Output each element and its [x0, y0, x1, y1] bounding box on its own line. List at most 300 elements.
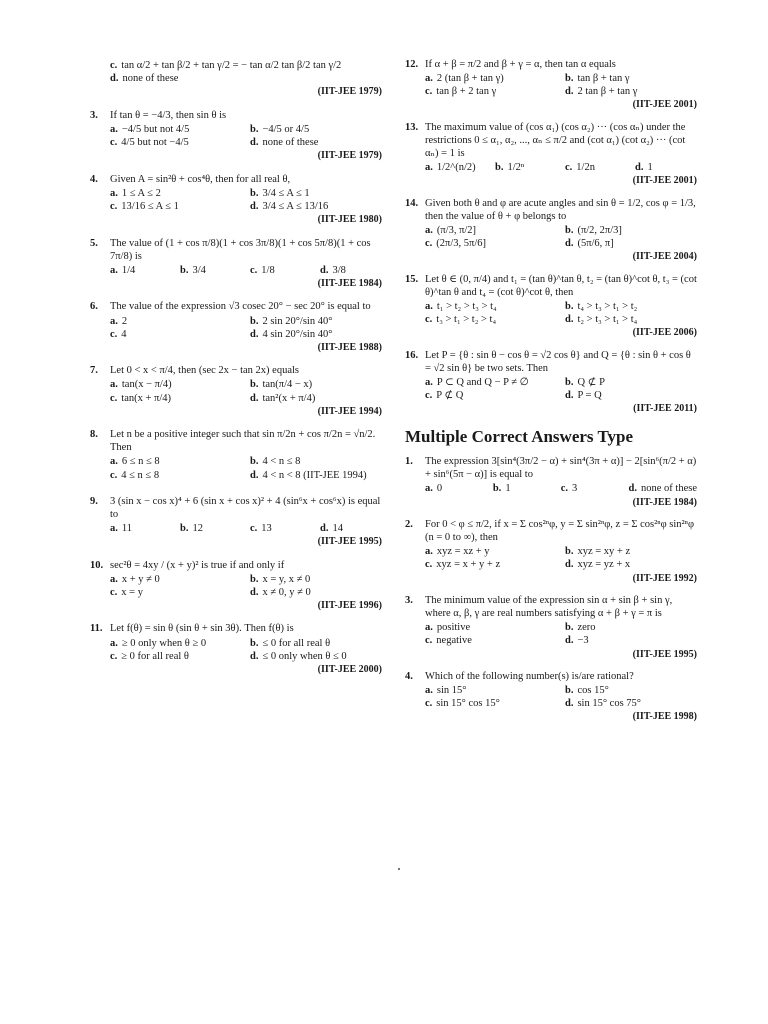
answer-options	[110, 455, 382, 481]
option-text: 0	[436, 483, 443, 495]
option-letter: d.	[250, 586, 259, 598]
answer-option	[110, 315, 242, 328]
option-letter: a.	[110, 637, 118, 649]
option-text: tan(π/4 − x)	[262, 379, 313, 391]
option-text: 3/8	[332, 264, 346, 276]
answer-option	[110, 123, 242, 136]
question-stem: The value of (1 + cos π/8)(1 + cos 3π/8)(1 + cos 5π/8)(1 + cos 7π/8) is	[110, 237, 371, 262]
answer-option	[425, 376, 557, 389]
question-stem: If tan θ = −4/3, then sin θ is	[110, 109, 227, 121]
question-c1979	[90, 59, 382, 99]
exam-source: (IIT-JEE 1992)	[632, 572, 697, 584]
option-text: tan β + 2 tan γ	[436, 86, 497, 98]
answer-option	[425, 237, 557, 250]
option-letter: c.	[425, 86, 433, 98]
question-stem: Given A = sin²θ + cos⁴θ, then for all real θ,	[110, 173, 291, 185]
option-letter: b.	[180, 264, 189, 276]
question-stem: Let f(θ) = sin θ (sin θ + sin 3θ). Then f(θ) is	[110, 623, 294, 635]
option-text: none of these	[641, 483, 697, 495]
option-letter: b.	[250, 123, 259, 135]
answer-options	[110, 378, 382, 404]
question-stem: The expression 3[sin⁴(3π/2 − α) + sin⁴(3π + α)] − 2[sin⁶(π/2 + α) + sin⁶(5π − α)] is equal to	[425, 456, 697, 481]
exam-source: (IIT-JEE 1984)	[632, 496, 697, 508]
answer-option	[561, 482, 621, 495]
answer-option	[110, 392, 242, 405]
answer-option	[425, 621, 557, 634]
option-letter: a.	[425, 225, 433, 237]
option-letter: d.	[565, 390, 574, 402]
option-text: sin 15° cos 15°	[436, 698, 500, 710]
answer-option	[565, 621, 697, 634]
answer-option	[425, 545, 557, 558]
answer-option	[565, 389, 697, 402]
answer-option	[425, 684, 557, 697]
question-stem: Let 0 < x < π/4, then (sec 2x − tan 2x) equals	[110, 365, 299, 377]
answer-option	[250, 200, 382, 213]
option-text: ≥ 0 for all real θ	[121, 650, 189, 662]
option-letter: d.	[250, 328, 259, 340]
option-text: 2	[121, 315, 128, 327]
question-q5	[90, 237, 382, 291]
option-text: 2 tan β + tan γ	[577, 86, 638, 98]
option-text: (2π/3, 5π/6]	[436, 238, 486, 250]
answer-options	[110, 315, 382, 341]
question-stem: Let P = {θ : sin θ − cos θ = √2 cos θ} and Q = {θ : sin θ + cos θ = √2 sin θ} be two sets. Then	[425, 349, 691, 374]
option-text: t₁ > t₂ > t₃ > t₄	[436, 301, 497, 313]
question-q3	[90, 109, 382, 163]
option-letter: a.	[110, 264, 118, 276]
answer-option	[250, 522, 312, 535]
option-text: −4/5 or 4/5	[262, 123, 310, 135]
option-letter: a.	[110, 315, 118, 327]
option-text: xyz = xz + y	[436, 546, 490, 558]
answer-option	[250, 392, 382, 405]
option-text: ≤ 0 only when θ ≤ 0	[262, 650, 347, 662]
answer-option	[425, 697, 557, 710]
option-letter: b.	[565, 225, 574, 237]
question-stem: Let θ ∈ (0, π/4) and t₁ = (tan θ)^tan θ, t₂ = (tan θ)^cot θ, t₃ = (cot θ)^tan θ and t₄ = (cot θ)^cot θ, then	[425, 273, 697, 298]
question-stem: If α + β = π/2 and β + γ = α, then tan α equals	[425, 59, 616, 70]
answer-option	[250, 469, 382, 482]
option-letter: b.	[250, 573, 259, 585]
option-letter: c.	[250, 264, 258, 276]
section-title: Multiple Correct Answers Type	[405, 426, 634, 446]
option-letter: a.	[110, 456, 118, 468]
answer-option	[425, 634, 557, 647]
option-text: tan α/2 + tan β/2 + tan γ/2 = − tan α/2 tan β/2 tan γ/2	[121, 60, 342, 71]
option-letter: a.	[425, 546, 433, 558]
option-letter: d.	[565, 559, 574, 571]
question-number: 7.	[90, 365, 98, 377]
option-text: −4/5 but not 4/5	[121, 123, 190, 135]
question-number: 4.	[405, 671, 413, 682]
option-letter: a.	[425, 377, 433, 389]
question-q16	[405, 349, 697, 416]
option-text: zero	[577, 622, 596, 634]
question-number: 12.	[405, 59, 419, 70]
answer-option	[250, 650, 382, 663]
answer-option	[425, 482, 485, 495]
option-letter: b.	[565, 622, 574, 634]
answer-option	[425, 313, 557, 326]
option-text: Q ⊄ P	[577, 377, 605, 389]
exam-source: (IIT-JEE 2011)	[633, 403, 697, 415]
answer-option	[250, 586, 382, 599]
answer-option	[320, 264, 382, 277]
option-text: 12	[192, 522, 203, 534]
option-text: 4	[121, 328, 127, 340]
option-letter: d.	[250, 137, 259, 148]
answer-options	[110, 573, 382, 599]
option-text: positive	[436, 622, 471, 634]
answer-option	[250, 455, 382, 468]
question-number: 9.	[90, 495, 98, 507]
option-letter: d.	[250, 200, 259, 212]
question-number: 4.	[90, 173, 98, 185]
exam-source: (IIT-JEE 1996)	[317, 599, 382, 611]
answer-option	[110, 522, 172, 535]
answer-option	[110, 586, 242, 599]
question-q14	[405, 197, 697, 264]
option-text: 1/8	[261, 264, 275, 276]
question-number: 1.	[405, 456, 413, 468]
answer-option	[110, 573, 242, 586]
option-letter: d.	[565, 86, 574, 98]
option-letter: d.	[110, 73, 119, 85]
answer-options	[425, 300, 697, 326]
option-letter: b.	[565, 73, 574, 85]
option-text: 1/2^(n/2)	[436, 162, 476, 174]
option-letter: b.	[565, 546, 574, 558]
answer-option	[250, 328, 382, 341]
option-letter: c.	[250, 522, 258, 534]
answer-options	[425, 482, 697, 495]
question-q10	[90, 559, 382, 613]
answer-options	[110, 264, 382, 277]
answer-option	[250, 573, 382, 586]
option-letter: c.	[110, 60, 118, 71]
answer-option	[110, 59, 382, 72]
question-q15	[405, 273, 697, 340]
answer-option	[110, 72, 382, 85]
question-q7	[90, 364, 382, 418]
option-letter: d.	[250, 392, 259, 404]
exam-source: (IIT-JEE 1995)	[317, 536, 382, 547]
answer-option	[565, 161, 627, 174]
question-m2	[405, 518, 697, 585]
answer-option	[565, 558, 697, 571]
answer-option	[425, 558, 557, 571]
question-q11	[90, 622, 382, 676]
answer-option	[565, 224, 697, 237]
answer-option	[565, 634, 697, 647]
exam-source: (IIT-JEE 2006)	[632, 327, 697, 339]
option-text: tan β + tan γ	[577, 73, 630, 85]
option-text: 4/5 but not −4/5	[121, 137, 189, 148]
option-text: 4 sin 20°/sin 40°	[262, 328, 333, 340]
answer-option	[635, 161, 697, 174]
option-letter: a.	[110, 573, 118, 585]
question-stem: 3 (sin x − cos x)⁴ + 6 (sin x + cos x)² + 4 (sin⁶x + cos⁶x) is equal to	[110, 495, 381, 520]
option-letter: d.	[250, 650, 259, 662]
answer-option	[493, 482, 553, 495]
left-column	[90, 58, 382, 686]
question-number: 16.	[405, 349, 419, 361]
option-text: xyz = yz + x	[577, 559, 631, 571]
answer-option	[565, 72, 697, 85]
option-letter: d.	[565, 314, 574, 326]
answer-option	[110, 200, 242, 213]
option-letter: a.	[425, 162, 433, 174]
question-number: 6.	[90, 301, 98, 313]
option-letter: d.	[250, 469, 259, 481]
question-number: 8.	[90, 429, 98, 441]
question-number: 13.	[405, 121, 419, 133]
option-text: negative	[436, 635, 472, 647]
option-text: sin 15° cos 75°	[577, 698, 641, 710]
question-q9	[90, 495, 382, 549]
answer-options	[425, 545, 697, 571]
answer-option	[110, 136, 242, 149]
exam-source: (IIT-JEE 1979)	[317, 86, 382, 98]
option-text: 4 ≤ n ≤ 8	[121, 469, 160, 481]
option-text: 1	[505, 483, 511, 495]
answer-options	[110, 59, 382, 85]
option-text: xyz = x + y + z	[436, 559, 501, 571]
answer-option	[110, 637, 242, 650]
answer-options	[110, 522, 382, 535]
answer-option	[425, 72, 557, 85]
question-m1	[405, 455, 697, 509]
answer-option	[565, 697, 697, 710]
answer-option	[250, 187, 382, 200]
answer-option	[110, 469, 242, 482]
option-text: 3/4	[192, 264, 206, 276]
option-text: cos 15°	[577, 685, 609, 697]
answer-option	[425, 85, 557, 98]
option-letter: b.	[180, 522, 189, 534]
answer-option	[565, 376, 697, 389]
exam-source: (IIT-JEE 1980)	[317, 214, 382, 225]
answer-option	[110, 328, 242, 341]
question-stem: sec²θ = 4xy / (x + y)² is true if and only if	[110, 559, 285, 571]
option-letter: b.	[495, 162, 504, 174]
option-letter: d.	[320, 522, 329, 534]
option-letter: d.	[565, 635, 574, 647]
exam-source: (IIT-JEE 1994)	[317, 405, 382, 417]
question-m3	[405, 594, 697, 661]
answer-options	[425, 224, 697, 250]
answer-option	[425, 224, 557, 237]
answer-option	[250, 123, 382, 136]
option-text: none of these	[122, 73, 179, 85]
answer-option	[250, 264, 312, 277]
question-m4	[405, 670, 697, 724]
option-text: xyz = xy + z	[577, 546, 631, 558]
option-text: tan(x − π/4)	[121, 379, 172, 391]
option-text: 1/2n	[576, 162, 595, 174]
exam-source: (IIT-JEE 1984)	[317, 277, 382, 289]
question-number: 3.	[90, 109, 98, 121]
option-letter: c.	[110, 469, 118, 481]
option-letter: d.	[320, 264, 329, 276]
answer-option	[565, 684, 697, 697]
option-letter: c.	[110, 650, 118, 662]
option-text: 13/16 ≤ A ≤ 1	[121, 200, 179, 212]
option-text: P ⊄ Q	[436, 390, 464, 402]
exam-source: (IIT-JEE 1979)	[317, 150, 382, 162]
option-text: 6 ≤ n ≤ 8	[121, 456, 160, 468]
answer-option	[250, 378, 382, 391]
answer-options	[425, 621, 697, 647]
option-text: x ≠ 0, y ≠ 0	[262, 586, 311, 598]
answer-options	[425, 161, 697, 174]
option-letter: c.	[425, 635, 433, 647]
question-number: 3.	[405, 595, 413, 606]
option-letter: c.	[425, 559, 433, 571]
option-letter: a.	[110, 187, 118, 199]
option-letter: c.	[425, 698, 433, 710]
option-text: tan²(x + π/4)	[262, 392, 316, 404]
option-text: 1/4	[121, 264, 136, 276]
question-q8	[90, 428, 382, 485]
option-letter: c.	[565, 162, 573, 174]
option-letter: d.	[628, 483, 637, 495]
option-letter: b.	[250, 637, 259, 649]
answer-options	[425, 72, 697, 98]
exam-source: (IIT-JEE 1998)	[632, 711, 697, 723]
answer-option	[565, 237, 697, 250]
option-letter: b.	[250, 379, 259, 391]
option-letter: b.	[250, 456, 259, 468]
option-letter: a.	[425, 483, 433, 495]
option-text: 1 ≤ A ≤ 2	[121, 187, 161, 199]
answer-option	[495, 161, 557, 174]
question-number: 11.	[90, 623, 103, 635]
option-text: −3	[577, 635, 589, 647]
option-letter: b.	[565, 377, 574, 389]
option-text: (π/2, 2π/3]	[577, 225, 622, 237]
question-q13	[405, 121, 697, 188]
answer-option	[250, 637, 382, 650]
option-letter: c.	[560, 483, 568, 495]
answer-option	[180, 264, 242, 277]
option-text: 2 sin 20°/sin 40°	[262, 315, 333, 327]
answer-option	[425, 389, 557, 402]
option-letter: c.	[110, 392, 118, 404]
question-stem: The minimum value of the expression sin α + sin β + sin γ, where α, β, γ are real numbers satisfying α + β + γ = π is	[425, 595, 673, 620]
answer-option	[250, 315, 382, 328]
option-letter: c.	[425, 238, 433, 250]
option-text: 3	[571, 483, 578, 495]
answer-option	[425, 161, 487, 174]
option-letter: a.	[110, 379, 118, 391]
option-text: t₂ > t₃ > t₁ > t₄	[577, 314, 638, 326]
option-letter: c.	[110, 137, 118, 148]
question-stem: Which of the following number(s) is/are rational?	[425, 671, 634, 682]
option-text: 4 < n ≤ 8	[262, 456, 301, 468]
question-number: 2.	[405, 519, 413, 530]
option-letter: b.	[250, 187, 259, 199]
answer-option	[629, 482, 697, 495]
option-text: (π/3, π/2]	[436, 225, 477, 237]
option-letter: a.	[110, 123, 118, 135]
answer-option	[565, 85, 697, 98]
option-text: P = Q	[577, 390, 602, 402]
option-letter: d.	[565, 698, 574, 710]
option-letter: a.	[425, 685, 433, 697]
question-q6	[90, 300, 382, 354]
option-letter: c.	[110, 586, 118, 598]
page-mark	[398, 868, 400, 870]
question-q12	[405, 58, 697, 112]
answer-option	[180, 522, 242, 535]
answer-option	[110, 264, 172, 277]
answer-option	[110, 650, 242, 663]
option-text: 3/4 ≤ A ≤ 13/16	[262, 200, 329, 212]
option-text: none of these	[262, 137, 319, 148]
option-text: P ⊂ Q and Q − P ≠ ∅	[436, 377, 529, 389]
option-letter: b.	[565, 301, 574, 313]
option-text: ≥ 0 only when θ ≥ 0	[121, 637, 207, 649]
option-text: 14	[332, 522, 343, 534]
option-text: sin 15°	[436, 685, 467, 697]
question-number: 14.	[405, 197, 419, 209]
option-text: 3/4 ≤ A ≤ 1	[262, 187, 310, 199]
exam-source: (IIT-JEE 2001)	[632, 175, 697, 187]
answer-option	[110, 455, 242, 468]
option-letter: a.	[425, 622, 433, 634]
answer-option	[565, 545, 697, 558]
exam-source: (IIT-JEE 2004)	[632, 251, 697, 263]
option-text: 1/2ⁿ	[507, 162, 525, 174]
question-number: 5.	[90, 237, 98, 249]
option-text: 13	[261, 522, 272, 534]
option-letter: c.	[425, 390, 433, 402]
option-text: x = y	[121, 586, 143, 598]
option-letter: b.	[565, 685, 574, 697]
exam-source: (IIT-JEE 2000)	[317, 663, 382, 675]
exam-source: (IIT-JEE 2001)	[632, 99, 697, 111]
option-letter: d.	[635, 162, 644, 174]
question-stem: The value of the expression √3 cosec 20° − sec 20° is equal to	[110, 301, 371, 313]
question-stem: Let n be a positive integer such that sin π/2n + cos π/2n = √n/2. Then	[110, 429, 376, 454]
option-letter: b.	[250, 315, 259, 327]
right-column	[405, 58, 697, 733]
option-letter: a.	[425, 73, 433, 85]
answer-option	[565, 313, 697, 326]
answer-option	[320, 522, 382, 535]
option-letter: b.	[492, 483, 502, 495]
answer-option	[425, 300, 557, 313]
question-stem: Given both θ and φ are acute angles and sin θ = 1/2, cos φ = 1/3, then the value of θ + φ belongs to	[425, 197, 696, 222]
answer-options	[425, 376, 697, 402]
option-letter: a.	[425, 301, 433, 313]
option-text: t₄ > t₃ > t₁ > t₂	[577, 301, 638, 313]
option-text: x + y ≠ 0	[121, 573, 160, 585]
option-text: t₃ > t₁ > t₂ > t₄	[436, 314, 497, 326]
option-text: 11	[121, 522, 132, 534]
exam-source: (IIT-JEE 1988)	[317, 341, 382, 353]
answer-options	[110, 187, 382, 213]
question-number: 15.	[405, 273, 419, 285]
option-text: (5π/6, π]	[577, 238, 614, 250]
answer-options	[425, 684, 697, 710]
option-letter: c.	[110, 328, 118, 340]
answer-options	[110, 637, 382, 663]
question-q4	[90, 173, 382, 227]
question-stem: For 0 < φ ≤ π/2, if x = Σ cos²ⁿφ, y = Σ sin²ⁿφ, z = Σ cos²ⁿφ sin²ⁿφ (n = 0 to ∞), then	[425, 519, 695, 544]
